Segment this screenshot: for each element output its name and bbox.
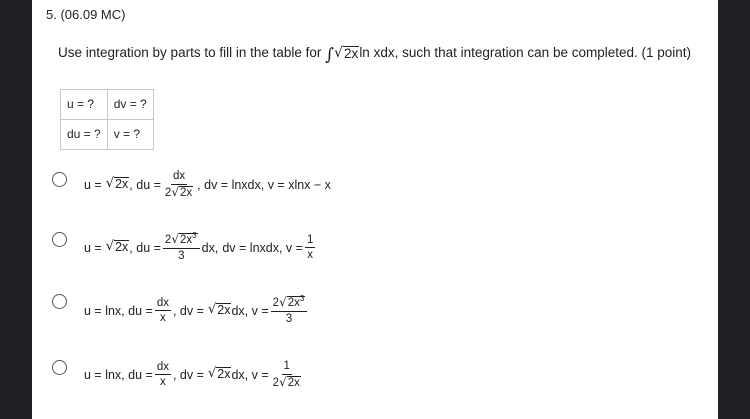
- option-2-v-numerator: 1: [305, 234, 315, 249]
- question-card: [32, 0, 718, 419]
- option-1-expression: [84, 170, 331, 199]
- option-3-v-denominator: 3: [285, 312, 293, 325]
- option-4-du-denominator: x: [160, 376, 166, 389]
- option-3-dv-sqrt: [208, 303, 232, 318]
- option-3-v-num-radicand: [287, 296, 306, 310]
- radio-button-option-4[interactable]: [52, 360, 67, 375]
- option-3-v-num-rad-text: 2x: [287, 297, 300, 309]
- option-3-v-num-coef: 2: [272, 297, 280, 309]
- radical-sign: √: [207, 302, 217, 318]
- integrand-sqrt: [334, 46, 359, 62]
- option-2-u-label: u =: [84, 240, 102, 255]
- option-2-du-num-exponent: 3: [192, 231, 197, 241]
- option-2-du-fraction: [163, 233, 200, 262]
- option-1-u-radicand: 2x: [115, 177, 129, 192]
- prompt-text-before: Use integration by parts to fill in the table for: [58, 45, 322, 60]
- option-3-du-numerator: dx: [155, 297, 171, 312]
- radio-button-option-3[interactable]: [52, 294, 67, 309]
- question-number: 5. (06.09 MC): [46, 7, 126, 22]
- option-4-dv-sqrt: [208, 367, 232, 382]
- option-2-u-radicand: 2x: [115, 240, 129, 255]
- option-2-du-denominator: 3: [178, 249, 185, 262]
- option-3-v-num-sqrt: [279, 296, 305, 310]
- option-4-v-fraction: [271, 360, 303, 389]
- option-3-dv-tail: dx, v =: [231, 303, 269, 318]
- option-4-dv-tail: dx, v =: [231, 367, 269, 382]
- table-cell-u: u = ?: [61, 90, 108, 120]
- option-4-expression: [84, 360, 305, 389]
- answer-option-4[interactable]: [52, 360, 702, 404]
- option-4-du-fraction: [155, 361, 171, 389]
- option-1-dv-v-text: , dv = lnxdx, v = xlnx − x: [197, 177, 331, 192]
- integrand-radicand: 2x: [344, 46, 359, 61]
- option-4-v-denominator: [271, 375, 303, 390]
- option-3-expression: [84, 296, 309, 325]
- option-4-v-numerator: 1: [282, 360, 292, 375]
- option-2-du-numerator: [163, 233, 200, 249]
- option-2-expression: [84, 233, 317, 262]
- option-4-v-den-radicand: 2x: [287, 376, 300, 389]
- radical-sign: √: [207, 366, 217, 382]
- option-1-du-den-sqrt: [171, 186, 193, 200]
- radical-sign: √: [105, 176, 115, 192]
- option-1-du-den-radicand: 2x: [180, 186, 193, 199]
- option-4-dv-label: , dv =: [172, 367, 204, 382]
- option-3-u-du-label: u = lnx, du =: [84, 303, 153, 318]
- option-2-u-sqrt: [106, 240, 130, 255]
- integrand-rest: ln xdx: [359, 45, 395, 60]
- option-2-du-num-rad-text: 2x: [180, 234, 193, 246]
- option-3-du-fraction: [155, 297, 171, 325]
- option-1-du-fraction: [163, 170, 195, 199]
- option-2-du-num-sqrt: [171, 233, 197, 247]
- option-1-du-label: , du =: [129, 177, 161, 192]
- option-3-v-num-exponent: 3: [299, 294, 305, 304]
- option-4-du-numerator: dx: [155, 361, 171, 376]
- option-4-v-den-sqrt: [279, 376, 301, 390]
- option-1-u-sqrt: [106, 177, 130, 192]
- radical-sign: √: [105, 239, 115, 255]
- option-3-v-fraction: [271, 296, 308, 325]
- option-3-du-denominator: x: [160, 312, 166, 325]
- option-3-dv-label: , dv =: [172, 303, 204, 318]
- option-4-dv-radicand: 2x: [217, 367, 231, 382]
- option-4-u-du-label: u = lnx, du =: [84, 367, 153, 382]
- answer-option-1[interactable]: [52, 168, 702, 212]
- option-2-v-fraction: [305, 234, 315, 262]
- option-1-du-den-coef: 2: [164, 186, 172, 199]
- radical-sign: √: [171, 232, 180, 246]
- radical-sign: √: [279, 374, 287, 389]
- answer-option-3[interactable]: [52, 294, 702, 338]
- option-2-du-tail: dx,: [201, 240, 219, 255]
- option-2-du-num-coef: 2: [164, 234, 172, 246]
- parts-table: [60, 89, 154, 150]
- option-2-du-num-radicand: [179, 233, 198, 247]
- option-2-v-denominator: x: [307, 249, 314, 262]
- radical-sign: √: [334, 45, 344, 61]
- option-3-v-numerator: [271, 296, 308, 312]
- option-1-du-numerator: dx: [171, 170, 187, 185]
- answer-option-2[interactable]: [52, 231, 702, 275]
- radical-sign: √: [279, 295, 287, 309]
- table-cell-v: v = ?: [107, 120, 153, 150]
- prompt-text-after: , such that integration can be completed. (1 point): [394, 45, 692, 60]
- radical-sign: √: [171, 184, 180, 199]
- table-cell-du: du = ?: [61, 120, 108, 150]
- option-2-du-label: , du =: [129, 240, 161, 255]
- option-4-v-den-coef: 2: [272, 376, 280, 389]
- radio-button-option-2[interactable]: [52, 232, 67, 247]
- integral-symbol: ∫: [325, 45, 335, 65]
- option-2-dv-v-text: dv = lnxdx, v =: [222, 240, 303, 255]
- radio-button-option-1[interactable]: [52, 172, 67, 187]
- table-cell-dv: dv = ?: [107, 90, 153, 120]
- option-1-du-denominator: [163, 185, 195, 200]
- question-prompt: [58, 45, 691, 65]
- option-1-u-label: u =: [84, 177, 102, 192]
- option-3-dv-radicand: 2x: [217, 303, 231, 318]
